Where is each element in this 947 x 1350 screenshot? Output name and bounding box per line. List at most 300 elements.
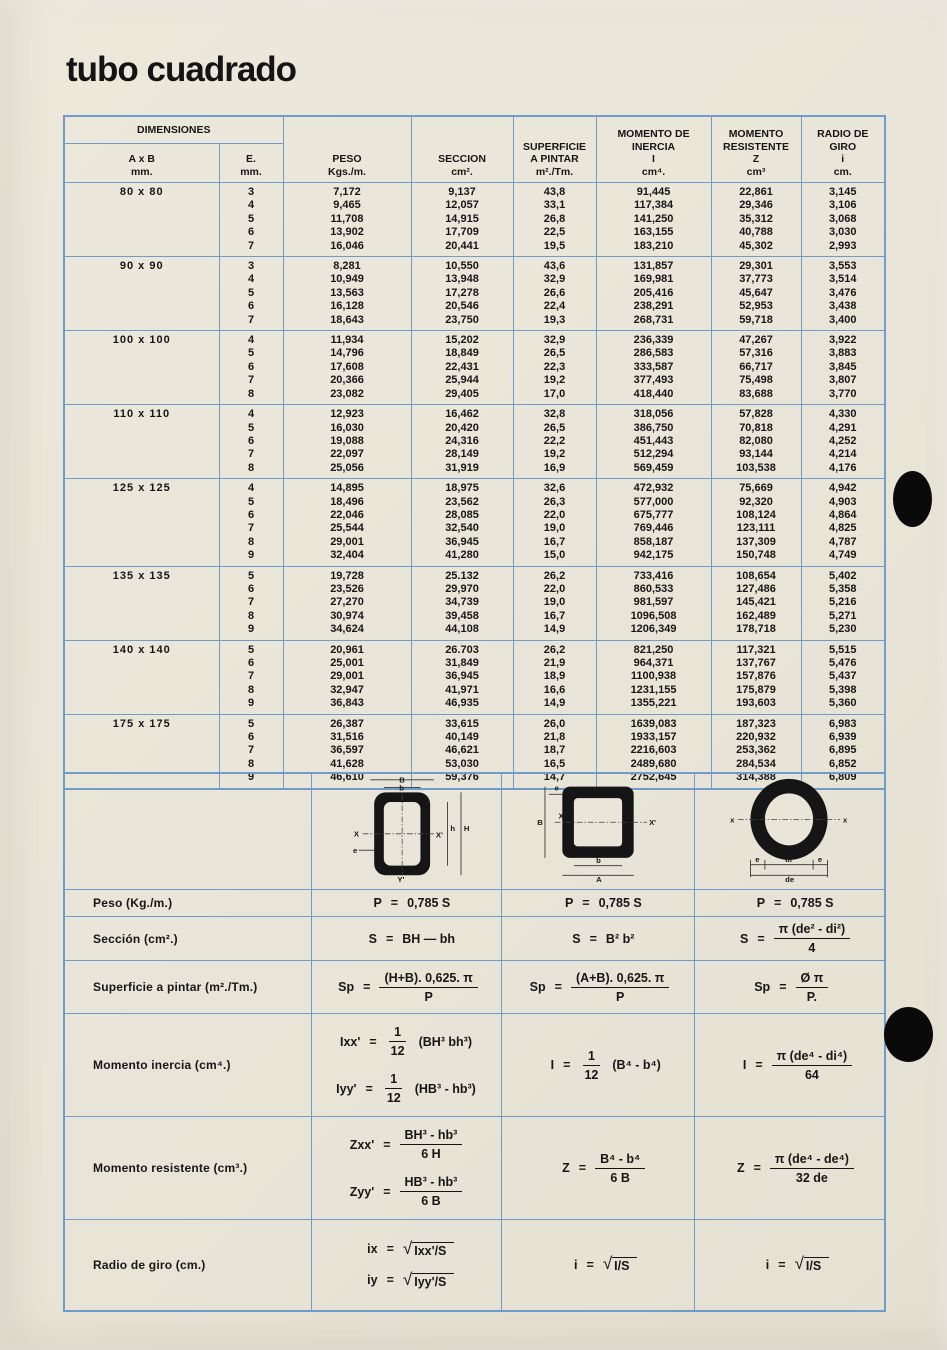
- round-tube-diagram: [696, 775, 882, 883]
- header-unit: cm.: [833, 165, 852, 178]
- cell-value: 25.132: [445, 569, 479, 582]
- formula-radio-rect: [313, 1231, 500, 1299]
- value-cell-resistente: [711, 405, 801, 479]
- cell-value: 821,250: [633, 643, 674, 656]
- cell-value: 83,688: [739, 387, 773, 400]
- header-unit: cm².: [451, 165, 473, 178]
- cell-value: 5: [247, 421, 255, 434]
- cell-value: 20,961: [330, 643, 364, 656]
- dim-label-A: A: [595, 875, 602, 883]
- header-momento-inercia: [596, 116, 711, 183]
- formula-lhs: Iyy': [336, 1081, 357, 1096]
- dim-label-B: B: [399, 775, 405, 785]
- fraction-numerator: B⁴ - b⁴: [595, 1152, 645, 1169]
- radicand: I/S: [804, 1257, 829, 1273]
- cell-value: 14,7: [543, 771, 566, 784]
- cell-value: 4: [247, 334, 255, 347]
- cell-value: 23,562: [445, 495, 479, 508]
- cell-value: 7,172: [333, 186, 361, 198]
- header-label: E.: [246, 153, 256, 165]
- cell-value: 162,489: [736, 609, 776, 622]
- dim-label-h: h: [450, 823, 456, 833]
- cell-value: 25,056: [330, 461, 364, 474]
- cell-value: 20,366: [330, 374, 364, 387]
- cell-value: 3: [247, 260, 255, 273]
- cell-value: 7: [247, 522, 255, 535]
- value-cell-seccion: [411, 405, 513, 479]
- cell-value: 6: [247, 226, 255, 239]
- value-cell-radio: [801, 405, 885, 479]
- value-cell-resistente: [711, 479, 801, 566]
- size-cell: [64, 331, 219, 405]
- cell-value: 9,137: [448, 186, 476, 198]
- cell-value: 1231,155: [630, 683, 677, 696]
- cell-value: 1100,938: [630, 670, 677, 683]
- formula-radio-round: [696, 1252, 884, 1277]
- cell-value: 10,550: [445, 260, 479, 273]
- fraction: [386, 1025, 410, 1058]
- dim-label-de: de: [785, 875, 795, 883]
- fraction-numerator: 1: [583, 1049, 600, 1066]
- equals-sign: =: [582, 896, 590, 910]
- cell-value: 18,7: [543, 744, 566, 757]
- table-group-row: [64, 640, 885, 714]
- cell-value: 169,981: [633, 273, 674, 286]
- cell-value: 7: [247, 239, 255, 252]
- cell-value: 33,1: [543, 199, 566, 212]
- formula-zyy: [313, 1171, 500, 1212]
- equals-sign: =: [589, 931, 597, 946]
- cell-value: 253,362: [736, 744, 776, 757]
- square-root: [402, 1269, 455, 1289]
- header-label: RESISTENTE: [723, 140, 789, 153]
- header-symbol: i: [841, 153, 845, 165]
- cell-value: 451,443: [633, 434, 674, 447]
- equals-sign: =: [365, 1081, 373, 1096]
- cell-value: 16,046: [330, 239, 364, 252]
- square-root: [603, 1256, 638, 1273]
- formula-row-peso: [64, 890, 885, 917]
- cell-value: 127,486: [736, 582, 776, 595]
- formula-row-inercia: [64, 1014, 885, 1117]
- formula-inercia-round: [696, 1045, 884, 1086]
- cell-value: 7: [247, 744, 255, 757]
- cell-value: 25,944: [445, 374, 479, 387]
- fraction: [400, 1175, 463, 1208]
- fraction-numerator: HB³ - hb³: [400, 1175, 463, 1192]
- fraction-denominator: 64: [804, 1067, 819, 1082]
- cell-value: 36,597: [330, 744, 364, 757]
- rect-tube-diagram: [313, 775, 499, 883]
- dim-label-H: H: [463, 823, 470, 833]
- header-label: MOMENTO DE: [617, 128, 690, 140]
- cell-value: 32,540: [445, 522, 479, 535]
- dim-label-e: e: [352, 846, 358, 856]
- cell-value: 6,983: [829, 717, 857, 730]
- cell-value: 141,250: [633, 212, 674, 225]
- cell-value: 6,895: [829, 744, 857, 757]
- cell-value: 16,030: [330, 421, 364, 434]
- size-cell: [64, 479, 219, 566]
- cell-value: 4,942: [829, 482, 857, 495]
- size-cell: [64, 257, 219, 331]
- cell-value: 18,9: [543, 670, 566, 683]
- cell-value: 9,465: [333, 199, 361, 212]
- header-unit: mm.: [240, 165, 262, 178]
- cell-value: 32,947: [330, 683, 364, 696]
- cell-value: 4,291: [829, 421, 857, 434]
- header-symbol: Z: [752, 153, 760, 165]
- equals-sign: =: [778, 1257, 786, 1272]
- cell-value: 4: [247, 482, 255, 495]
- fraction: [400, 1128, 463, 1161]
- cell-value: 4: [247, 199, 255, 212]
- axis-label-Y: Y: [397, 793, 403, 803]
- cell-value: 22,431: [445, 360, 479, 373]
- dim-label-e-left: e: [755, 854, 760, 864]
- cell-value: 5,358: [829, 582, 857, 595]
- cell-value: 472,932: [633, 482, 674, 495]
- cell-value: 14,895: [330, 482, 364, 495]
- cell-value: 318,056: [633, 408, 674, 421]
- cell-value: 4,330: [829, 408, 857, 421]
- cell-value: 70,818: [739, 421, 773, 434]
- cell-value: 32,9: [543, 273, 566, 286]
- cell-value: 23,082: [330, 387, 364, 400]
- square-tube-diagram-cell: [501, 773, 694, 890]
- cell-value: 40,788: [739, 226, 773, 239]
- value-cell-seccion: [411, 183, 513, 257]
- cell-value: 3,145: [829, 186, 857, 198]
- cell-value: 3,553: [829, 260, 857, 273]
- cell-value: 30,974: [330, 609, 364, 622]
- cell-value: 37,773: [739, 273, 773, 286]
- cell-value: 5,398: [829, 683, 857, 696]
- table-group-row: [64, 566, 885, 640]
- cell-value: 19,0: [543, 522, 566, 535]
- header-seccion: [411, 116, 513, 183]
- formula-lhs: Ixx': [339, 1034, 361, 1049]
- equals-sign: =: [563, 1058, 571, 1072]
- cell-value: 25,544: [330, 522, 364, 535]
- cell-value: 178,718: [736, 623, 776, 636]
- value-cell-superficie: [513, 640, 596, 714]
- formula-lhs: Zyy': [349, 1184, 375, 1199]
- formula-inercia-rect: [313, 1015, 500, 1115]
- cell-value: 1933,157: [630, 731, 677, 744]
- formula-seccion-rect: [313, 928, 500, 950]
- size-label: 90 x 90: [119, 260, 164, 273]
- size-label: 100 x 100: [112, 334, 171, 347]
- value-cell-seccion: [411, 257, 513, 331]
- equals-sign: =: [383, 1137, 391, 1152]
- cell-value: 19,088: [330, 434, 364, 447]
- header-label: A PINTAR: [530, 153, 579, 165]
- cell-value: 22,5: [543, 226, 566, 239]
- cell-value: 14,796: [330, 347, 364, 360]
- formula-superficie-rect: [313, 967, 500, 1008]
- cell-value: 4,176: [829, 461, 857, 474]
- cell-value: 569,459: [633, 461, 674, 474]
- cell-value: 5: [247, 495, 255, 508]
- cell-value: 22,0: [543, 582, 566, 595]
- formula-lhs: I: [550, 1058, 555, 1072]
- cell-value: 7: [247, 596, 255, 609]
- value-cell-peso: [283, 183, 411, 257]
- cell-value: 3,438: [829, 300, 857, 313]
- cell-value: 16,9: [543, 461, 566, 474]
- cell-value: 19,3: [543, 313, 566, 326]
- cell-value: 1206,349: [630, 623, 677, 636]
- axis-label-x-left: x: [730, 815, 735, 825]
- cell-value: 22,046: [330, 508, 364, 521]
- cell-value: 333,587: [633, 360, 674, 373]
- formula-rhs: 0,785 S: [407, 896, 451, 910]
- size-cell: [64, 640, 219, 714]
- round-tube-diagram-cell: [694, 773, 885, 890]
- value-cell-seccion: [411, 566, 513, 640]
- fraction: [796, 971, 829, 1004]
- cell-value: 47,267: [739, 334, 773, 347]
- formula-rhs: 0,785 S: [790, 896, 834, 910]
- value-cell-peso: [283, 331, 411, 405]
- cell-value: 82,080: [739, 434, 773, 447]
- cell-value: 5: [247, 212, 255, 225]
- fraction: [772, 1049, 853, 1082]
- cell-value: 43,6: [543, 260, 566, 273]
- formula-resistente-round: [696, 1148, 884, 1189]
- cell-value: 314,388: [736, 771, 776, 784]
- formula-tail: (B⁴ - b⁴): [612, 1058, 661, 1072]
- value-cell-superficie: [513, 405, 596, 479]
- fraction: [571, 971, 669, 1004]
- value-cell-seccion: [411, 479, 513, 566]
- sqrt-sign: √: [402, 1238, 413, 1258]
- fraction-denominator: P.: [806, 989, 817, 1004]
- fraction-numerator: 1: [389, 1025, 406, 1042]
- cell-value: 964,371: [633, 657, 674, 669]
- cell-value: 18,496: [330, 495, 364, 508]
- equals-sign: =: [383, 1184, 391, 1199]
- row-label-peso: Peso (Kg./m.): [64, 890, 311, 917]
- cell-value: 3,883: [829, 347, 857, 360]
- cell-value: 4: [247, 408, 255, 421]
- cell-value: 1096,508: [630, 609, 677, 622]
- dim-label-e: e: [554, 783, 559, 793]
- sqrt-sign: √: [402, 1269, 413, 1289]
- cell-value: 5: [247, 569, 255, 582]
- cell-value: 123,111: [736, 522, 776, 535]
- row-label-radio: Radio de giro (cm.): [64, 1220, 311, 1311]
- cell-value: 31,516: [330, 731, 364, 744]
- cell-value: 108,124: [736, 508, 776, 521]
- cell-value: 268,731: [633, 313, 674, 326]
- formula-lhs: Z: [562, 1161, 570, 1175]
- cell-value: 9: [247, 623, 255, 636]
- cell-value: 5,402: [829, 569, 857, 582]
- value-cell-peso: [283, 405, 411, 479]
- header-unit: cm⁴.: [641, 165, 666, 178]
- cell-value: 6,852: [829, 757, 857, 770]
- cell-value: 11,934: [330, 334, 364, 347]
- cell-value: 17,278: [445, 286, 479, 299]
- cell-value: 19,0: [543, 596, 566, 609]
- size-label: 175 x 175: [112, 717, 171, 730]
- cell-value: 193,603: [736, 697, 776, 710]
- cell-value: 5: [247, 286, 255, 299]
- value-cell-e: [219, 331, 283, 405]
- header-label: A x B: [128, 153, 155, 165]
- cell-value: 26,2: [543, 643, 566, 656]
- cell-value: 6: [247, 731, 255, 744]
- fraction-denominator: 32 de: [795, 1170, 828, 1185]
- cell-value: 2,993: [829, 239, 857, 252]
- cell-value: 19,728: [330, 569, 364, 582]
- cell-value: 29,001: [330, 670, 364, 683]
- cell-value: 16,5: [543, 757, 566, 770]
- value-cell-resistente: [711, 331, 801, 405]
- value-cell-superficie: [513, 479, 596, 566]
- cell-value: 5,216: [829, 596, 857, 609]
- cell-value: 512,294: [633, 448, 674, 461]
- cell-value: 8,281: [333, 260, 361, 273]
- cell-value: 386,750: [633, 421, 674, 434]
- cell-value: 150,748: [736, 549, 776, 562]
- table-body: [64, 183, 885, 789]
- size-cell: [64, 566, 219, 640]
- cell-value: 39,458: [445, 609, 479, 622]
- square-tube-diagram: [505, 775, 691, 883]
- formula-lhs: Zxx': [349, 1137, 375, 1152]
- cell-value: 6: [247, 360, 255, 373]
- punch-hole-top: [893, 471, 932, 527]
- formula-superficie-square: [503, 967, 693, 1008]
- radicand: Iyy'/S: [412, 1273, 454, 1289]
- cell-value: 35,312: [739, 212, 773, 225]
- formula-lhs: P: [373, 896, 382, 910]
- cell-value: 21,9: [543, 657, 566, 669]
- value-cell-resistente: [711, 566, 801, 640]
- punch-hole-bottom: [884, 1007, 933, 1062]
- cell-value: 6,939: [829, 731, 857, 744]
- cell-value: 3,068: [829, 212, 857, 225]
- cell-value: 13,563: [330, 286, 364, 299]
- cell-value: 577,000: [633, 495, 674, 508]
- header-label: SUPERFICIE: [523, 140, 587, 153]
- cell-value: 3,106: [829, 199, 857, 212]
- page-title: tubo cuadrado: [66, 50, 297, 89]
- formula-seccion-round: [696, 918, 884, 959]
- size-cell: [64, 405, 219, 479]
- formula-iyy: [313, 1068, 500, 1109]
- header-label: DIMENSIONES: [137, 123, 211, 136]
- header-espesor: [219, 144, 283, 183]
- cell-value: 57,316: [739, 347, 773, 360]
- cell-value: 3,807: [829, 374, 857, 387]
- cell-value: 5,230: [829, 623, 857, 636]
- fraction-numerator: (A+B). 0,625. π: [571, 971, 669, 988]
- cell-value: 3,400: [829, 313, 857, 326]
- cell-value: 175,879: [736, 683, 776, 696]
- formula-seccion-square: [503, 928, 693, 950]
- value-cell-resistente: [711, 183, 801, 257]
- cell-value: 66,717: [739, 360, 773, 373]
- fraction-numerator: π (de⁴ - di⁴): [772, 1049, 853, 1066]
- cell-value: 22,861: [739, 186, 773, 198]
- formula-lhs: Sp: [754, 980, 771, 994]
- cell-value: 3: [247, 186, 255, 198]
- cell-value: 29,346: [739, 199, 773, 212]
- cell-value: 4,864: [829, 508, 857, 521]
- cell-value: 19,2: [543, 374, 566, 387]
- cell-value: 4,214: [829, 448, 857, 461]
- cell-value: 418,440: [633, 387, 674, 400]
- fraction-denominator: 4: [808, 941, 816, 955]
- value-cell-peso: [283, 640, 411, 714]
- cell-value: 8: [247, 609, 255, 622]
- formula-row-seccion: [64, 917, 885, 961]
- formula-lhs: P: [756, 896, 766, 910]
- fraction-denominator: 12: [390, 1044, 405, 1058]
- cell-value: 3,770: [829, 387, 857, 400]
- cell-value: 220,932: [736, 731, 776, 744]
- header-radio-giro: [801, 116, 885, 183]
- value-cell-e: [219, 479, 283, 566]
- cell-value: 32,404: [330, 549, 364, 562]
- value-cell-radio: [801, 479, 885, 566]
- dim-label-e-right: e: [818, 854, 823, 864]
- formula-row-resistente: [64, 1117, 885, 1220]
- value-cell-inercia: [596, 331, 711, 405]
- formula-lhs: ix: [367, 1242, 378, 1257]
- fraction-numerator: π (de² - di²): [774, 922, 851, 939]
- formula-lhs: S: [368, 931, 377, 946]
- cell-value: 91,445: [636, 186, 671, 198]
- size-label: 135 x 135: [112, 569, 171, 582]
- table-group-row: [64, 257, 885, 331]
- cell-value: 59,376: [445, 771, 479, 784]
- fraction-denominator: 12: [386, 1091, 401, 1105]
- cell-value: 20,546: [445, 300, 479, 313]
- equals-sign: =: [753, 1161, 761, 1175]
- diagram-empty-cell: [64, 773, 311, 890]
- cell-value: 20,441: [445, 239, 479, 252]
- formula-superficie-round: [696, 967, 884, 1008]
- formula-inercia-square: [503, 1045, 693, 1086]
- value-cell-radio: [801, 640, 885, 714]
- cell-value: 19,5: [543, 239, 566, 252]
- axis-label-X: X: [353, 829, 360, 839]
- cell-value: 36,843: [330, 697, 364, 710]
- value-cell-peso: [283, 257, 411, 331]
- cell-value: 41,280: [445, 549, 479, 562]
- row-label-inercia: Momento inercia (cm⁴.): [64, 1014, 311, 1117]
- header-unit: cm³: [746, 165, 766, 178]
- cell-value: 40,149: [445, 731, 479, 744]
- value-cell-superficie: [513, 331, 596, 405]
- formula-rhs: B² b²: [605, 931, 635, 946]
- cell-value: 163,155: [633, 226, 674, 239]
- cell-value: 28,149: [445, 448, 479, 461]
- value-cell-inercia: [596, 183, 711, 257]
- value-cell-inercia: [596, 479, 711, 566]
- cell-value: 11,708: [330, 212, 364, 225]
- table-header: [64, 116, 885, 183]
- cell-value: 18,849: [445, 347, 479, 360]
- cell-value: 769,446: [633, 522, 674, 535]
- equals-sign: =: [757, 931, 765, 946]
- cell-value: 24,316: [445, 434, 479, 447]
